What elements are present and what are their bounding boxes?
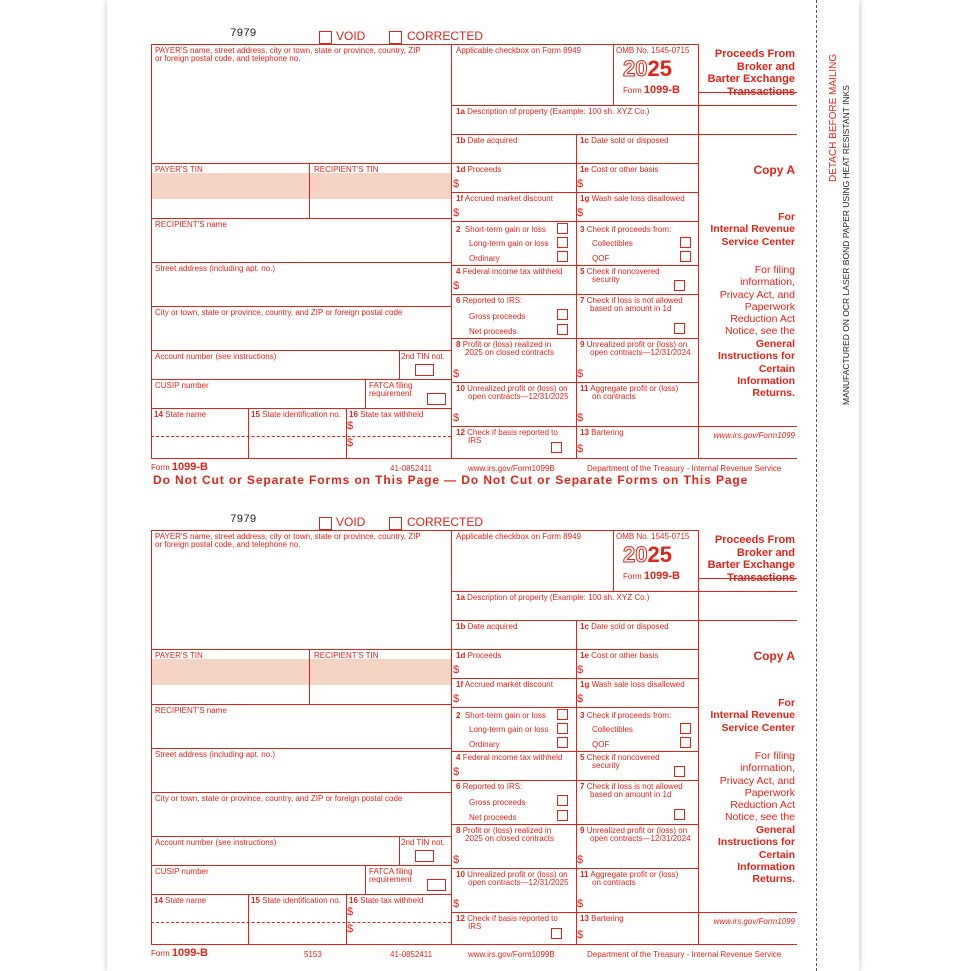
box6-label: 6 Reported to IRS:	[456, 782, 523, 791]
footer-department: Department of the Treasury - Internal Revenue Service	[587, 950, 782, 959]
city-label: City or town, state or province, country, and ZIP or foreign postal code	[155, 308, 403, 317]
form-number-label: Form 1099-B	[623, 84, 680, 96]
basis-reported-checkbox[interactable]	[551, 442, 562, 453]
box16-dollar: $	[347, 906, 354, 918]
footer-form-name: Form 1099-B	[151, 947, 208, 959]
payer-info-label: PAYER'S name, street address, city or town, state or province, country, ZIP	[155, 46, 421, 55]
void-checkbox[interactable]	[319, 517, 332, 530]
footer-form-name: Form 1099-B	[151, 461, 208, 473]
box5-label-2: security	[592, 275, 620, 284]
loss-not-allowed-checkbox[interactable]	[674, 323, 685, 334]
box11-dollar: $	[577, 412, 584, 424]
payer-tin-label: PAYER'S TIN	[155, 651, 203, 660]
box8-label: 8 Profit or (loss) realized in	[456, 826, 552, 835]
box1a-label: 1a Description of property (Example: 100 sh. XYZ Co.)	[456, 593, 650, 602]
corrected-label: CORRECTED	[407, 515, 484, 529]
collectibles-checkbox[interactable]	[680, 723, 691, 734]
noncovered-checkbox[interactable]	[674, 766, 685, 777]
box1e-label: 1e Cost or other basis	[580, 651, 659, 660]
collectibles-checkbox[interactable]	[680, 237, 691, 248]
box10-label: 10 Unrealized profit or (loss) on	[456, 384, 568, 393]
copy-a-label: Copy A	[753, 649, 795, 663]
box10-label: 10 Unrealized profit or (loss) on	[456, 870, 568, 879]
irs-url: www.irs.gov/Form1099	[713, 917, 795, 926]
long-term-label: Long-term gain or loss	[469, 725, 549, 734]
box9-dollar: $	[577, 854, 584, 866]
second-tin-label: 2nd TIN not.	[401, 352, 445, 361]
gross-proceeds-checkbox[interactable]	[557, 795, 568, 806]
box1f-label: 1f Accrued market discount	[456, 194, 553, 203]
box11-dollar: $	[577, 898, 584, 910]
footer-url: www.irs.gov/Form1099B	[468, 464, 555, 473]
box10-label-2: open contracts—12/31/2025	[468, 392, 569, 401]
recipient-name-label: RECIPIENT'S name	[155, 220, 227, 229]
box8-label-2: 2025 on closed contracts	[465, 834, 554, 843]
box1c-label: 1c Date sold or disposed	[580, 136, 669, 145]
tax-year: 2025	[623, 56, 672, 81]
box1d-label: 1d Proceeds	[456, 165, 502, 174]
box1e-dollar: $	[577, 178, 584, 190]
basis-reported-checkbox[interactable]	[551, 928, 562, 939]
box14-label: 14 State name	[154, 410, 207, 419]
net-proceeds-checkbox[interactable]	[557, 810, 568, 821]
box15-label: 15 State identification no.	[251, 896, 341, 905]
form-title: Proceeds From Broker and Barter Exchange Transactions	[707, 48, 795, 98]
net-proceeds-label: Net proceeds	[469, 327, 517, 336]
ordinary-checkbox[interactable]	[557, 737, 568, 748]
box9-dollar: $	[577, 368, 584, 380]
payer-tin-field[interactable]	[152, 173, 309, 199]
recipient-tin-label: RECIPIENT'S TIN	[314, 651, 379, 660]
box1f-dollar: $	[453, 207, 460, 219]
general-instructions: General Instructions for Certain Information Returns.	[717, 824, 795, 886]
irs-url: www.irs.gov/Form1099	[713, 431, 795, 440]
box3-label: 3 Check if proceeds from:	[580, 711, 672, 720]
fatca-label-2: requirement	[369, 875, 412, 884]
cusip-label: CUSIP number	[155, 867, 209, 876]
long-term-checkbox[interactable]	[557, 237, 568, 248]
recipient-tin-field[interactable]	[310, 659, 451, 685]
copy-a-label: Copy A	[753, 163, 795, 177]
omb-number: OMB No. 1545-0715	[616, 46, 690, 55]
account-label: Account number (see instructions)	[155, 838, 277, 847]
box1c-label: 1c Date sold or disposed	[580, 622, 669, 631]
void-label: VOID	[336, 29, 366, 43]
tax-year: 2025	[623, 542, 672, 567]
short-term-checkbox[interactable]	[557, 223, 568, 234]
box1e-label: 1e Cost or other basis	[580, 165, 659, 174]
box16-label: 16 State tax withheld	[349, 410, 424, 419]
omb-number: OMB No. 1545-0715	[616, 532, 690, 541]
cusip-label: CUSIP number	[155, 381, 209, 390]
box11-label-2: on contracts	[592, 878, 636, 887]
fatca-label: FATCA filing	[369, 867, 413, 876]
perforation-line	[816, 0, 817, 971]
box1d-label: 1d Proceeds	[456, 651, 502, 660]
box2-label: 2 Short-term gain or loss	[456, 225, 546, 234]
payer-tin-label: PAYER'S TIN	[155, 165, 203, 174]
collectibles-label: Collectibles	[592, 239, 633, 248]
box1d-dollar: $	[453, 178, 460, 190]
collectibles-label: Collectibles	[592, 725, 633, 734]
form-title: Proceeds From Broker and Barter Exchange Transactions	[707, 534, 795, 584]
box8-label-2: 2025 on closed contracts	[465, 348, 554, 357]
long-term-checkbox[interactable]	[557, 723, 568, 734]
qof-label: QOF	[592, 254, 610, 263]
footer-url: www.irs.gov/Form1099B	[468, 950, 555, 959]
box10-dollar: $	[453, 898, 460, 910]
box5-label: 5 Check if noncovered	[580, 267, 660, 276]
box1d-dollar: $	[453, 664, 460, 676]
box11-label: 11 Aggregate profit or (loss)	[580, 384, 679, 393]
box1a-label: 1a Description of property (Example: 100 sh. XYZ Co.)	[456, 107, 650, 116]
void-checkbox[interactable]	[319, 31, 332, 44]
box9-label: 9 Unrealized profit or (loss) on	[580, 826, 688, 835]
qof-checkbox[interactable]	[680, 251, 691, 262]
ordinary-checkbox[interactable]	[557, 251, 568, 262]
noncovered-checkbox[interactable]	[674, 280, 685, 291]
box11-label-2: on contracts	[592, 392, 636, 401]
box13-label: 13 Bartering	[580, 428, 624, 437]
fatca-label-2: requirement	[369, 389, 412, 398]
footer-department: Department of the Treasury - Internal Revenue Service	[587, 464, 782, 473]
box6-label: 6 Reported to IRS:	[456, 296, 523, 305]
form-number-label: Form 1099-B	[623, 570, 680, 582]
box16b-dollar: $	[347, 923, 354, 935]
box4-label: 4 Federal income tax withheld	[456, 753, 563, 762]
corrected-checkbox[interactable]	[389, 31, 402, 44]
box1b-label: 1b Date acquired	[456, 622, 518, 631]
fatca-label: FATCA filing	[369, 381, 413, 390]
general-instructions: General Instructions for Certain Information Returns.	[717, 338, 795, 400]
city-label: City or town, state or province, country, and ZIP or foreign postal code	[155, 794, 403, 803]
box15-label: 15 State identification no.	[251, 410, 341, 419]
long-term-label: Long-term gain or loss	[469, 239, 549, 248]
second-tin-checkbox[interactable]	[415, 850, 434, 862]
void-label: VOID	[336, 515, 366, 529]
footer-ein: 41-0852411	[390, 950, 433, 959]
payer-info-label-2: or foreign postal code, and telephone no.	[155, 54, 301, 63]
loss-not-allowed-checkbox[interactable]	[674, 809, 685, 820]
box12-label-2: IRS	[468, 436, 482, 445]
gross-proceeds-label: Gross proceeds	[469, 798, 526, 807]
box9-label-2: open contracts—12/31/2024	[590, 834, 691, 843]
box5-label-2: security	[592, 761, 620, 770]
box8-dollar: $	[453, 368, 460, 380]
box9-label-2: open contracts—12/31/2024	[590, 348, 691, 357]
box1g-label: 1g Wash sale loss disallowed	[580, 680, 685, 689]
box4-dollar: $	[453, 766, 460, 778]
filing-info: For filing information, Privacy Act, and Paperwork Reduction Act Notice, see the	[719, 750, 795, 824]
corrected-label: CORRECTED	[407, 29, 484, 43]
footer-ein: 41-0852411	[390, 464, 433, 473]
box13-dollar: $	[577, 443, 584, 455]
box10-label-2: open contracts—12/31/2025	[468, 878, 569, 887]
net-proceeds-checkbox[interactable]	[557, 324, 568, 335]
box13-label: 13 Bartering	[580, 914, 624, 923]
box12-label-2: IRS	[468, 922, 482, 931]
box7-label: 7 Check if loss is not allowed	[580, 296, 683, 305]
box1f-dollar: $	[453, 693, 460, 705]
qof-label: QOF	[592, 740, 610, 749]
payer-info-label-2: or foreign postal code, and telephone no.	[155, 540, 301, 549]
for-irs-label: For Internal Revenue Service Center	[710, 697, 795, 734]
box1f-label: 1f Accrued market discount	[456, 680, 553, 689]
box4-label: 4 Federal income tax withheld	[456, 267, 563, 276]
for-irs-label: For Internal Revenue Service Center	[710, 211, 795, 248]
box4-dollar: $	[453, 280, 460, 292]
box13-dollar: $	[577, 929, 584, 941]
box1e-dollar: $	[577, 664, 584, 676]
fatca-checkbox[interactable]	[427, 393, 446, 405]
recipient-tin-field[interactable]	[310, 173, 451, 199]
recipient-name-label: RECIPIENT'S name	[155, 706, 227, 715]
net-proceeds-label: Net proceeds	[469, 813, 517, 822]
box1g-dollar: $	[577, 693, 584, 705]
box14-label: 14 State name	[154, 896, 207, 905]
box9-label: 9 Unrealized profit or (loss) on	[580, 340, 688, 349]
box1g-dollar: $	[577, 207, 584, 219]
detach-notice: DETACH BEFORE MAILING	[828, 53, 839, 182]
box16b-dollar: $	[347, 437, 354, 449]
street-label: Street address (including apt. no.)	[155, 264, 276, 273]
recipient-tin-label: RECIPIENT'S TIN	[314, 165, 379, 174]
box-8949-label: Applicable checkbox on Form 8949	[456, 532, 581, 541]
qof-checkbox[interactable]	[680, 737, 691, 748]
box1g-label: 1g Wash sale loss disallowed	[580, 194, 685, 203]
second-tin-checkbox[interactable]	[415, 364, 434, 376]
filing-info: For filing information, Privacy Act, and Paperwork Reduction Act Notice, see the	[719, 264, 795, 338]
gross-proceeds-label: Gross proceeds	[469, 312, 526, 321]
box8-dollar: $	[453, 854, 460, 866]
corrected-checkbox[interactable]	[389, 517, 402, 530]
box7-label-2: based on amount in 1d	[590, 790, 672, 799]
do-not-cut-warning: Do Not Cut or Separate Forms on This Page — Do Not Cut or Separate Forms on This Page	[153, 473, 749, 487]
ordinary-label: Ordinary	[469, 740, 500, 749]
box8-label: 8 Profit or (loss) realized in	[456, 340, 552, 349]
footer-catalog: 5153	[304, 950, 322, 959]
gross-proceeds-checkbox[interactable]	[557, 309, 568, 320]
second-tin-label: 2nd TIN not.	[401, 838, 445, 847]
payer-tin-field[interactable]	[152, 659, 309, 685]
street-label: Street address (including apt. no.)	[155, 750, 276, 759]
box12-label: 12 Check if basis reported to	[456, 914, 558, 923]
box1b-label: 1b Date acquired	[456, 136, 518, 145]
fatca-checkbox[interactable]	[427, 879, 446, 891]
box11-label: 11 Aggregate profit or (loss)	[580, 870, 679, 879]
box7-label: 7 Check if loss is not allowed	[580, 782, 683, 791]
box2-label: 2 Short-term gain or loss	[456, 711, 546, 720]
box5-label: 5 Check if noncovered	[580, 753, 660, 762]
box16-dollar: $	[347, 420, 354, 432]
box12-label: 12 Check if basis reported to	[456, 428, 558, 437]
form-code: 7979	[230, 28, 257, 40]
account-label: Account number (see instructions)	[155, 352, 277, 361]
box16-label: 16 State tax withheld	[349, 896, 424, 905]
box3-label: 3 Check if proceeds from:	[580, 225, 672, 234]
ordinary-label: Ordinary	[469, 254, 500, 263]
short-term-checkbox[interactable]	[557, 709, 568, 720]
payer-info-label: PAYER'S name, street address, city or town, state or province, country, ZIP	[155, 532, 421, 541]
box7-label-2: based on amount in 1d	[590, 304, 672, 313]
box10-dollar: $	[453, 412, 460, 424]
box-8949-label: Applicable checkbox on Form 8949	[456, 46, 581, 55]
form-code: 7979	[230, 514, 257, 526]
paper-notice: MANUFACTURED ON OCR LASER BOND PAPER USING HEAT RESISTANT INKS	[841, 85, 851, 405]
